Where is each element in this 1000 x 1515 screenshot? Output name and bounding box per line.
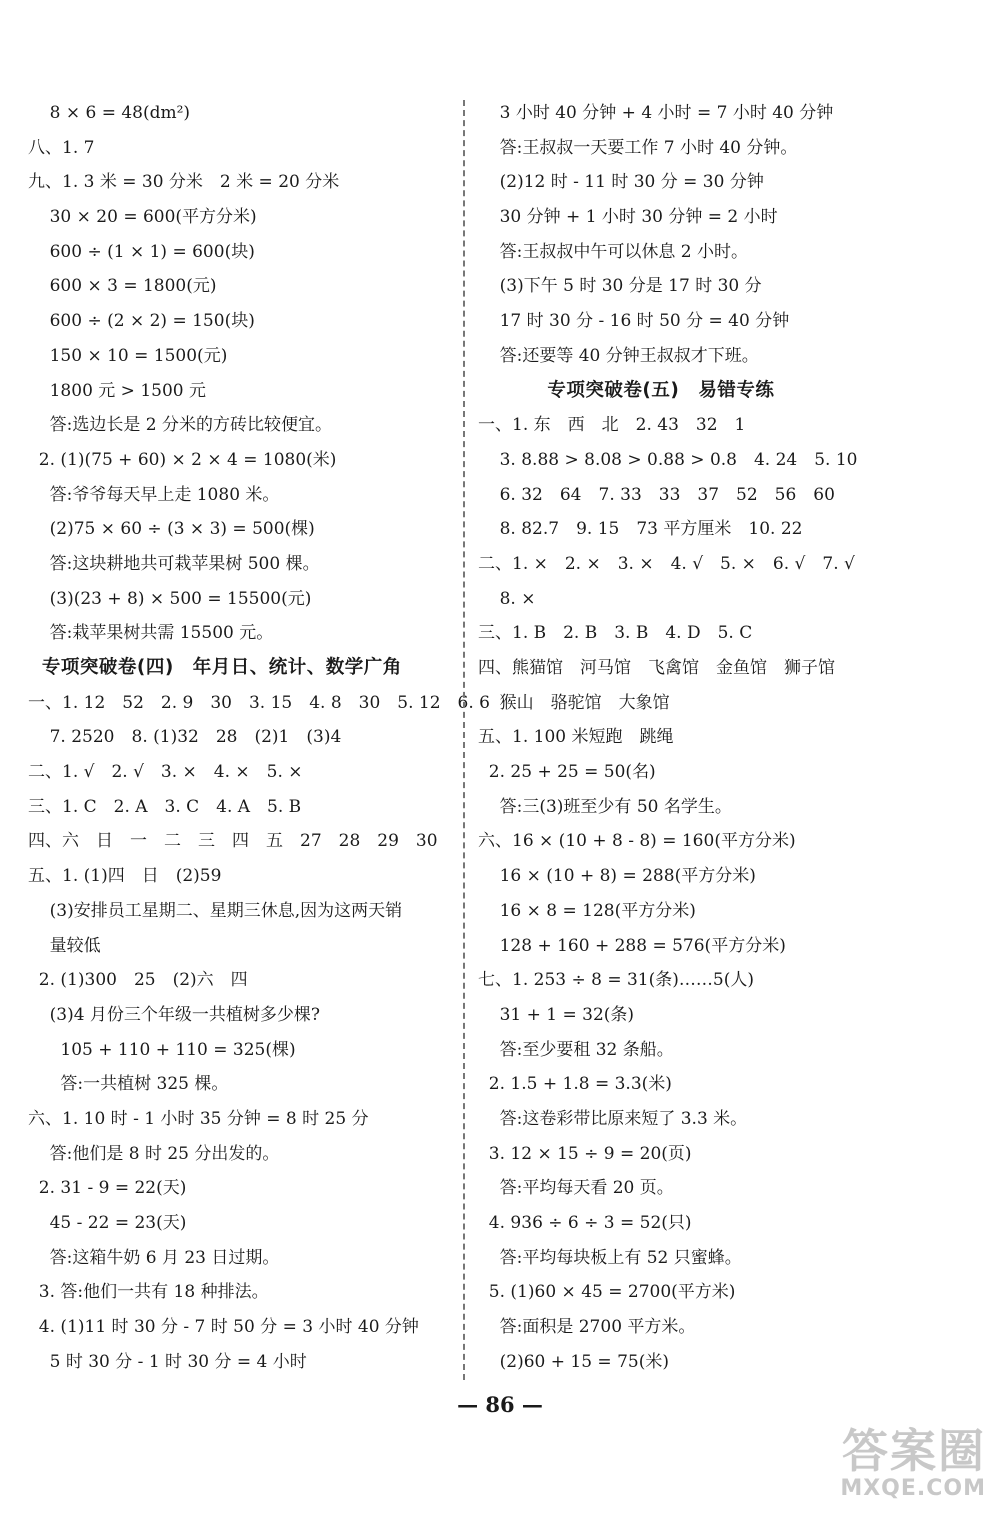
answer-line: 31 + 1 = 32(条) bbox=[478, 1004, 635, 1025]
answer-line: 答:至少要租 32 条船。 bbox=[478, 1039, 674, 1060]
answer-line: 8 × 6 = 48(dm²) bbox=[28, 103, 191, 123]
answer-line: 答:三(3)班至少有 50 名学生。 bbox=[478, 796, 732, 817]
watermark-site: MXQE.COM bbox=[840, 1476, 986, 1501]
answer-line: (3)(23 + 8) × 500 = 15500(元) bbox=[28, 588, 312, 609]
answer-line: 2. 1.5 + 1.8 = 3.3(米) bbox=[478, 1074, 672, 1095]
answer-line: (2)60 + 15 = 75(米) bbox=[478, 1351, 669, 1372]
left-answer-column bbox=[28, 96, 490, 1379]
answer-line: 五、1. 100 米短跑 跳绳 bbox=[478, 727, 674, 748]
answer-line: 答:选边长是 2 分米的方砖比较便宜。 bbox=[28, 415, 332, 436]
answer-line: 7. 2520 8. (1)32 28 (2)1 (3)4 bbox=[28, 727, 342, 748]
answer-line: 答:这块耕地共可栽苹果树 500 棵。 bbox=[28, 553, 320, 574]
answer-line: 二、1. × 2. × 3. × 4. √ 5. × 6. √ 7. √ bbox=[478, 553, 855, 574]
answer-line: 3 小时 40 分钟 + 4 小时 = 7 小时 40 分钟 bbox=[478, 103, 834, 123]
site-watermark bbox=[840, 1424, 986, 1501]
answer-line: 8. × bbox=[478, 588, 536, 609]
answer-line: 2. (1)(75 + 60) × 2 × 4 = 1080(米) bbox=[28, 449, 337, 470]
answer-line: 量较低 bbox=[28, 935, 101, 956]
answer-line: 六、1. 10 时 - 1 小时 35 分钟 = 8 时 25 分 bbox=[28, 1108, 369, 1129]
answer-line: 五、1. (1)四 日 (2)59 bbox=[28, 866, 222, 887]
section-heading: 专项突破卷(五) 易错专练 bbox=[478, 379, 775, 401]
answer-line: 105 + 110 + 110 = 325(棵) bbox=[28, 1039, 296, 1060]
answer-line: 5 时 30 分 - 1 时 30 分 = 4 小时 bbox=[28, 1351, 307, 1372]
answer-line: 17 时 30 分 - 16 时 50 分 = 40 分钟 bbox=[478, 311, 790, 332]
watermark-logo: 答案圈 bbox=[842, 1424, 986, 1478]
answer-line: 600 ÷ (1 × 1) = 600(块) bbox=[28, 241, 255, 262]
answer-line: (3)下午 5 时 30 分是 17 时 30 分 bbox=[478, 276, 762, 297]
answer-line: 30 × 20 = 600(平方分米) bbox=[28, 207, 257, 228]
answer-line: (2)75 × 60 ÷ (3 × 3) = 500(棵) bbox=[28, 519, 315, 540]
answer-line: 猴山 骆驼馆 大象馆 bbox=[478, 692, 670, 713]
answer-line: 1800 元 > 1500 元 bbox=[28, 380, 207, 401]
answer-line: 2. (1)300 25 (2)六 四 bbox=[28, 970, 248, 991]
answer-line: 答:这卷彩带比原来短了 3.3 米。 bbox=[478, 1108, 748, 1129]
answer-line: 600 × 3 = 1800(元) bbox=[28, 276, 217, 297]
answer-line: 8. 82.7 9. 15 73 平方厘米 10. 22 bbox=[478, 519, 803, 540]
answer-line: 答:爷爷每天早上走 1080 米。 bbox=[28, 484, 280, 505]
answer-line: 答:还要等 40 分钟王叔叔才下班。 bbox=[478, 345, 759, 366]
answer-line: (3)安排员工星期二、星期三休息,因为这两天销 bbox=[28, 900, 403, 921]
answer-line: 4. (1)11 时 30 分 - 7 时 50 分 = 3 小时 40 分钟 bbox=[28, 1317, 419, 1338]
answer-line: 答:栽苹果树共需 15500 元。 bbox=[28, 623, 274, 644]
answer-line: 45 - 22 = 23(天) bbox=[28, 1213, 187, 1233]
answer-line: 答:王叔叔一天要工作 7 小时 40 分钟。 bbox=[478, 137, 798, 158]
answer-line: 四、六 日 一 二 三 四 五 27 28 29 30 bbox=[28, 831, 438, 852]
answer-line: 三、1. B 2. B 3. B 4. D 5. C bbox=[478, 623, 753, 644]
answer-line: 二、1. √ 2. √ 3. × 4. × 5. × bbox=[28, 762, 303, 783]
answer-line: 答:一共植树 325 棵。 bbox=[28, 1074, 229, 1095]
answer-line: 30 分钟 + 1 小时 30 分钟 = 2 小时 bbox=[478, 207, 778, 228]
answer-line: 150 × 10 = 1500(元) bbox=[28, 345, 228, 366]
answer-line: 六、16 × (10 + 8 - 8) = 160(平方分米) bbox=[478, 831, 796, 852]
answer-line: 2. 25 + 25 = 50(名) bbox=[478, 762, 656, 783]
answer-line: 答:他们是 8 时 25 分出发的。 bbox=[28, 1143, 280, 1164]
column-divider bbox=[463, 100, 465, 1380]
answer-line: 4. 936 ÷ 6 ÷ 3 = 52(只) bbox=[478, 1213, 692, 1233]
answer-line: 3. 8.88 > 8.08 > 0.88 > 0.8 4. 24 5. 10 bbox=[478, 449, 858, 470]
answer-line: 答:平均每天看 20 页。 bbox=[478, 1178, 674, 1199]
answer-line: 16 × 8 = 128(平方分米) bbox=[478, 900, 696, 921]
answer-line: 九、1. 3 米 = 30 分米 2 米 = 20 分米 bbox=[28, 172, 340, 193]
answer-line: 答:这箱牛奶 6 月 23 日过期。 bbox=[28, 1247, 280, 1268]
answer-line: 答:面积是 2700 平方米。 bbox=[478, 1317, 696, 1338]
answer-line: 七、1. 253 ÷ 8 = 31(条)……5(人) bbox=[478, 970, 754, 991]
answer-line: 一、1. 12 52 2. 9 30 3. 15 4. 8 30 5. 12 6. 6 bbox=[28, 692, 490, 713]
answer-line: 16 × (10 + 8) = 288(平方分米) bbox=[478, 866, 756, 887]
page-number: — 86 — bbox=[457, 1392, 543, 1417]
answer-line: 2. 31 - 9 = 22(天) bbox=[28, 1178, 187, 1199]
answer-line: (2)12 时 - 11 时 30 分 = 30 分钟 bbox=[478, 172, 764, 193]
section-heading: 专项突破卷(四) 年月日、统计、数学广角 bbox=[28, 657, 402, 678]
answer-line: 3. 答:他们一共有 18 种排法。 bbox=[28, 1282, 269, 1303]
answer-line: (3)4 月份三个年级一共植树多少棵? bbox=[28, 1004, 321, 1025]
answer-line: 答:平均每块板上有 52 只蜜蜂。 bbox=[478, 1247, 742, 1268]
answer-line: 四、熊猫馆 河马馆 飞禽馆 金鱼馆 狮子馆 bbox=[478, 658, 835, 678]
answer-line: 128 + 160 + 288 = 576(平方分米) bbox=[478, 935, 786, 956]
answer-line: 5. (1)60 × 45 = 2700(平方米) bbox=[478, 1282, 736, 1303]
answer-line: 一、1. 东 西 北 2. 43 32 1 bbox=[478, 415, 746, 436]
answer-line: 600 ÷ (2 × 2) = 150(块) bbox=[28, 311, 255, 332]
answer-line: 三、1. C 2. A 3. C 4. A 5. B bbox=[28, 796, 302, 817]
answer-line: 八、1. 7 bbox=[28, 137, 95, 158]
answer-line: 答:王叔叔中午可以休息 2 小时。 bbox=[478, 241, 748, 262]
answer-line: 3. 12 × 15 ÷ 9 = 20(页) bbox=[478, 1143, 692, 1164]
right-answer-column bbox=[478, 96, 978, 1379]
answer-line: 6. 32 64 7. 33 33 37 52 56 60 bbox=[478, 484, 835, 505]
